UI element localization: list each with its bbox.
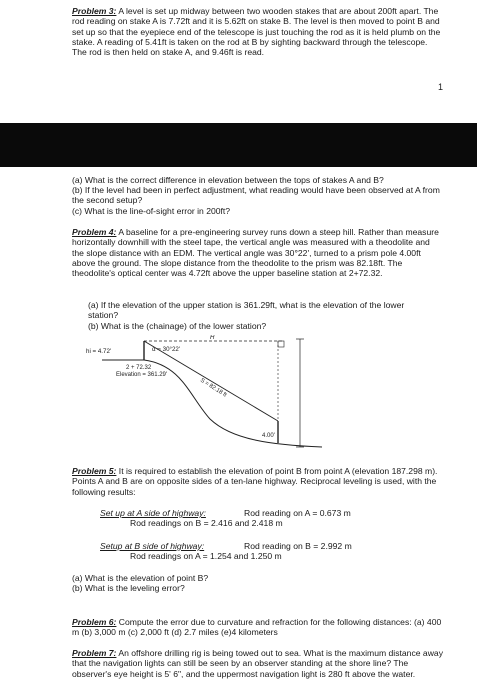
problem-5-question-a: (a) What is the elevation of point B? [72,573,209,583]
setup-b-heading: Setup at B side of highway: [100,541,205,551]
problem-7-text: An offshore drilling rig is being towed out to sea. What is the maximum distance away that the navigation lights can still be seen by an observer standing at the shore line? The observer's eye height is 5' 6", and the uppermost navigation light is 280 ft above the water. [72,648,443,679]
setup-b-reading: Rod reading on B = 2.992 m [244,541,352,551]
problem-4-text: A baseline for a pre-engineering survey runs down a steep hill. Rather than measure horizontally downhill with the steel tape, the vertical angle was measured with a theodolite and the slope distance with an EDM. The vertical angle was 30°22', turned to a prism pole 4.00ft above the ground. The slope distance from the theodolite to the prism was 82.18ft. The theodolite's optical center was 4.72ft above the upper baseline station at 2+72.32. [72,227,439,279]
problem-4-question-a: (a) If the elevation of the upper station is 361.29ft, what is the elevation of the lower station? [88,300,405,321]
problem-7-statement [72,648,444,679]
elevation-label: Elevation = 361.29' [116,372,168,378]
setup-a-heading: Set up at A side of highway: [100,508,206,518]
vertical-angle-label: α = 30°22' [152,346,181,353]
slope-distance-label: S = 82.18 ft [198,377,228,399]
baseline-slope-figure [82,335,332,455]
problem-6-statement [72,617,444,638]
station-label: 2 + 72.32 [126,365,152,371]
setup-a-reading: Rod reading on A = 0.673 m [244,508,351,518]
problem-6-text: Compute the error due to curvature and refraction for the following distances: (a) 400 m (b) 3,000 m (c) 2,000 ft (d) 2.7 miles (e)4 kilometers [72,617,442,638]
problem-3-label: Problem 3: [72,6,117,16]
problem-3-statement [72,6,444,57]
problem-3-question-c: (c) What is the line-of-sight error in 200ft? [72,206,231,216]
page-number: 1 [438,82,444,92]
problem-6-label: Problem 6: [72,617,117,627]
problem-5-text: It is required to establish the elevation of point B from point A (elevation 187.298 m). Points A and B are on opposite sides of a ten-lane highway. Reciprocal leveling is used, with the following results: [72,466,438,497]
right-angle-marker [278,341,284,347]
hi-label: hi = 4.72' [86,348,112,355]
problem-3-text: A level is set up midway between two wooden stakes that are about 200ft apart. The rod reading on stake A is 7.72ft and it is 5.62ft on stake B. The level is then moved to point B and set up so that the eyepiece end of the telescope is just touching the rod as it is held plumb on the stake. A reading of 5.41ft is taken on the rod at B by sighting backward through the telescope. The rod is then held on stake A, and 9.46ft is read. [72,6,441,58]
problem-4-label: Problem 4: [72,227,117,237]
setup-a-rod-readings: Rod readings on B = 2.416 and 2.418 m [130,518,283,528]
h-label: H [210,335,215,341]
problem-3-question-b: (b) If the level had been in perfect adjustment, what reading would have been observed at A from the second setup? [72,185,440,206]
hillside-ground-line [144,360,322,447]
rod-height-label: 4.00' [262,433,275,439]
problem-4-question-b: (b) What is the (chainage) of the lower station? [88,321,267,331]
problem-5-statement [72,466,444,497]
page-separator-band [0,123,477,167]
problem-5-question-b: (b) What is the leveling error? [72,583,185,593]
problem-4-statement [72,227,444,278]
setup-b-rod-readings: Rod readings on A = 1.254 and 1.250 m [130,551,282,561]
slope-sight-line [144,341,278,421]
problem-3-question-a: (a) What is the correct difference in elevation between the tops of stakes A and B? [72,175,384,185]
problem-7-label: Problem 7: [72,648,117,658]
problem-5-label: Problem 5: [72,466,117,476]
